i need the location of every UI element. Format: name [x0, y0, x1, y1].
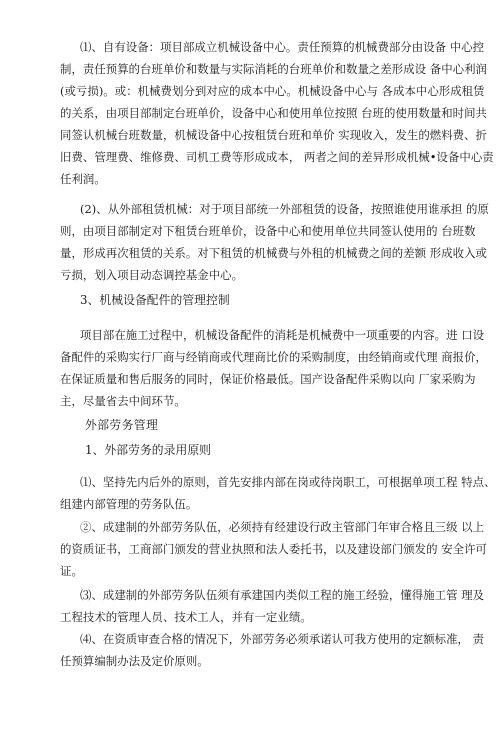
text-line: (或亏损)。或：机械费划分到对应的成本中心。机械设备中心与 各成本中心形成租赁: [60, 84, 485, 98]
text-line: 组建内部管理的劳务队伍。: [60, 497, 198, 511]
section-heading-parts-control: [60, 289, 452, 311]
paragraph-internal-first: [60, 471, 496, 515]
text-line: 证。: [60, 564, 83, 578]
text-line: 项目部在施工过程中，机械设备配件的消耗是机械费中一项重要的内容。进 口设: [80, 328, 485, 342]
text-line: 则，由项目部制定对下租赁台班单价，设备中心和使用单位共同签认使用的 台班数: [60, 224, 476, 238]
section-heading: 外部劳务管理: [85, 418, 159, 432]
text-line: 工程技术的管理人员、技术工人，并有一定业绩。: [60, 610, 312, 624]
text-line: 主，尽量省去中间环节。: [60, 394, 186, 408]
text-line: 备配件的采购实行厂商与经销商或代理商比价的采购制度，由经销商或代理 商报价，: [60, 350, 487, 364]
text-line: 任预算编制办法及定价原则。: [60, 654, 209, 668]
text-line: 在保证质量和售后服务的同时，保证价格最低。国产设备配件采购以向 厂家采购为: [60, 372, 476, 386]
text-line: ⑶、成建制的外部劳务队伍须有承建国内类似工程的施工经验，懂得施工管 理及: [80, 588, 485, 602]
text-line: 亏损，划入项目动态调控基金中心。: [60, 268, 244, 282]
text-line: ⑴、坚持先内后外的原则，首先安排内部在岗或待岗职工，可根据单项工程 特点、: [80, 475, 496, 489]
text-line: 任利润。: [60, 172, 106, 186]
paragraph-quota-standards: [60, 628, 485, 672]
paragraph-parts-procurement: [60, 324, 487, 412]
text-line: 旧费、管理费、维修费、司机工费等形成成本， 两者之间的差异形成机械•设备中心责: [60, 150, 494, 164]
text-line: 的关系，由项目部制定台班单价，设备中心和使用单位按照 台班的使用数量和时间共: [60, 106, 487, 120]
section-heading-external-labor: [60, 414, 452, 436]
text-line: 制，责任预算的台班单价和数量与实际消耗的台班单价和数量之差形成设 备中心利润: [60, 62, 487, 76]
text-line: ⑷、在资质审查合格的情况下，外部劳务必须承诺认可我方使用的定额标准， 责: [80, 632, 485, 646]
paragraph-construction-experience: [60, 584, 485, 628]
paragraph-own-equipment: [60, 36, 494, 190]
subsection-heading-hiring-principles: [60, 439, 452, 461]
text-line: ⑴、自有设备：项目部成立机械设备中心。责任预算的机械费部分由设备 中心控: [80, 40, 485, 54]
text-line: ②、成建制的外部劳务队伍，必须持有经建设行政主管部门年审合格且三级 以上: [80, 520, 485, 534]
text-line: (2)、从外部租赁机械：对于项目部统一外部租赁的设备，按照谁使用谁承担 的原: [80, 202, 489, 216]
text-line: 同签认机械台班数量，机械设备中心按租赁台班和单价 实现收入，发生的燃料费、折: [60, 128, 487, 142]
text-line: 量，形成再次租赁的关系。对下租赁的机械费与外租的机械费之间的差额 形成收入或: [60, 246, 487, 260]
subsection-heading: 1、外部劳务的录用原则: [85, 443, 212, 457]
paragraph-qualification-certificates: [60, 516, 487, 582]
text-line: 的资质证书，工商部门颁发的营业执照和法人委托书，以及建设部门颁发的 安全许可: [60, 542, 487, 556]
paragraph-external-rental: [60, 198, 489, 286]
section-heading: 3、机械设备配件的管理控制: [80, 293, 230, 307]
